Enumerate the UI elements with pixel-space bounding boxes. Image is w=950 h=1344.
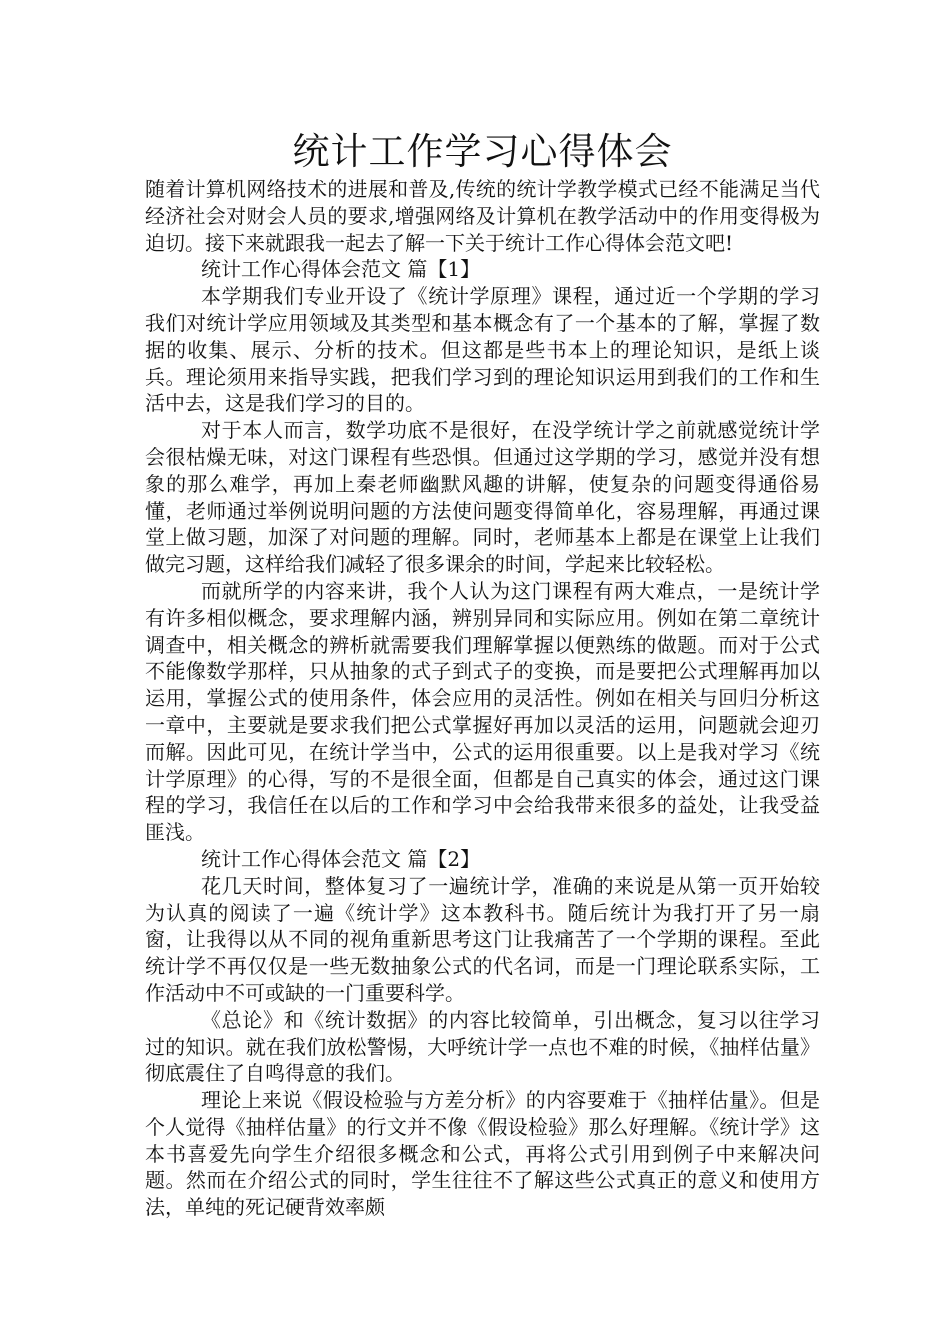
section-heading-1: 统计工作心得体会范文 篇【1】 [201, 257, 481, 282]
paragraph: 而就所学的内容来讲，我个人认为这门课程有两大难点，一是统计学有许多相似概念，要求理解内涵，辨别异同和实际应用。例如在第二章统计调查中，相关概念的辨析就需要我们理解掌握以便熟练的做题。而对于公式不能像数学那样，只从抽象的式子到式子的变换，而是要把公式理解再加以运用，掌握公式的使用条件，体会应用的灵活性。例如在相关与回归分析这一章中，主要就是要求我们把公式掌握好再加以灵活的运用，问题就会迎刃而解。因此可见，在统计学当中，公式的运用很重要。以上是我对学习《统计学原理》的心得，写的不是很全面，但都是自己真实的体会，通过这门课程的学习，我信任在以后的工作和学习中会给我带来很多的益处，让我受益匪浅。 [145, 578, 820, 845]
document-page [145, 128, 820, 1221]
intro-paragraph: 随着计算机网络技术的进展和普及,传统的统计学教学模式已经不能满足当代经济社会对财会人员的要求,增强网络及计算机在教学活动中的作用变得极为迫切。接下来就跟我一起去了解一下关于统计工作心得体会范文吧! [145, 177, 820, 255]
paragraph: 理论上来说《假设检验与方差分析》的内容要难于《抽样估量》。但是个人觉得《抽样估量》的行文并不像《假设检验》那么好理解。《统计学》这本书喜爱先向学生介绍很多概念和公式，再将公式引用到例子中来解决问题。然而在介绍公式的同时，学生往往不了解这些公式真正的意义和使用方法，单纯的死记硬背效率颇 [145, 1088, 820, 1220]
paragraph: 《总论》和《统计数据》的内容比较简单，引出概念，复习以往学习过的知识。就在我们放松警惕，大呼统计学一点也不难的时候，《抽样估量》彻底震住了自鸣得意的我们。 [145, 1007, 820, 1086]
section-heading-2: 统计工作心得体会范文 篇【2】 [201, 846, 481, 871]
paragraph: 对于本人而言，数学功底不是很好，在没学统计学之前就感觉统计学会很枯燥无味，对这门课程有些恐惧。但通过这学期的学习，感觉并没有想象的那么难学，再加上秦老师幽默风趣的讲解，使复杂的问题变得通俗易懂，老师通过举例说明问题的方法使问题变得简单化，容易理解，再通过课堂上做习题，加深了对问题的理解。同时，老师基本上都是在课堂上让我们做完习题，这样给我们减轻了很多课余的时间，学起来比较轻松。 [145, 418, 820, 577]
paragraph: 本学期我们专业开设了《统计学原理》课程，通过近一个学期的学习我们对统计学应用领域及其类型和基本概念有了一个基本的了解，掌握了数据的收集、展示、分析的技术。但这都是些书本上的理论知识，是纸上谈兵。理论须用来指导实践，把我们学习到的理论知识运用到我们的工作和生活中去，这是我们学习的目的。 [145, 284, 820, 416]
document-title: 统计工作学习心得体会 [292, 130, 673, 173]
paragraph: 花几天时间，整体复习了一遍统计学，准确的来说是从第一页开始较为认真的阅读了一遍《统计学》这本教科书。随后统计为我打开了另一扇窗，让我得以从不同的视角重新思考这门让我痛苦了一个学期的课程。至此统计学不再仅仅是一些无数抽象公式的代名词，而是一门理论联系实际，工作活动中不可或缺的一门重要科学。 [145, 873, 820, 1005]
